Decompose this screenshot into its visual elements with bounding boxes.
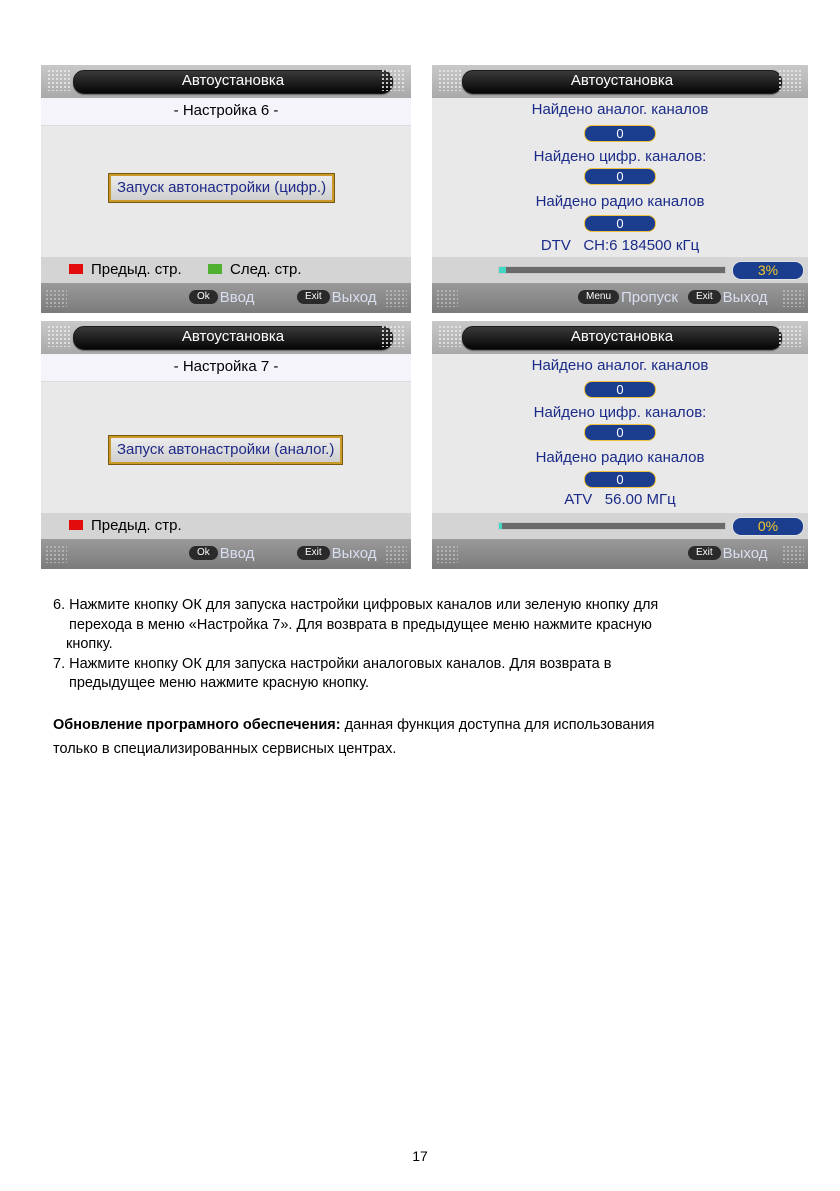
instructions	[53, 596, 773, 694]
exit-key-icon: Exit	[297, 290, 330, 304]
progress-row	[432, 513, 808, 539]
found-radio-label: Найдено радио каналов	[535, 449, 705, 466]
progress-percent: 0%	[732, 517, 804, 536]
grip-left-decoration	[436, 545, 458, 563]
step7-line2: предыдущее меню нажмите красную кнопку.	[69, 675, 370, 691]
atv-scan-screen	[432, 321, 808, 569]
launch-analog-autotune-button[interactable]: Запуск автонастройки (аналог.)	[109, 436, 342, 464]
red-key-icon	[69, 264, 83, 274]
grip-right-decoration	[385, 289, 407, 307]
found-digital-count: 0	[584, 424, 656, 441]
dtv-setup-screen	[41, 65, 411, 313]
exit-key-icon: Exit	[688, 546, 721, 560]
green-key-icon	[208, 264, 222, 274]
exit-label: Выход	[722, 545, 768, 562]
page-number: 17	[412, 1148, 428, 1164]
exit-hint[interactable]	[688, 539, 768, 569]
exit-hint[interactable]	[297, 283, 377, 313]
red-key-icon	[69, 520, 83, 530]
scan-status: ATV 56.00 МГц	[564, 491, 676, 508]
software-update-text2: только в специализированных сервисных центрах.	[53, 741, 397, 757]
screen-title: Автоустановка	[570, 72, 674, 89]
software-update-text1: данная функция доступна для использования	[340, 717, 655, 733]
found-digital-count: 0	[584, 168, 656, 185]
step7-line1: 7. Нажмите кнопку ОК для запуска настройки аналоговых каналов. Для возврата в	[53, 655, 612, 672]
step6-line1: 6. Нажмите кнопку ОК для запуска настройки цифровых каналов или зеленую кнопку для	[53, 597, 659, 613]
progress-row	[432, 257, 808, 283]
ok-key-icon: Ok	[189, 290, 218, 304]
title-bar	[41, 65, 411, 98]
ok-key-icon: Ok	[189, 546, 218, 560]
grip-right-decoration	[381, 325, 405, 347]
grip-right-decoration	[385, 545, 407, 563]
grip-right-decoration	[381, 69, 405, 91]
found-digital-label: Найдено цифр. каналов:	[533, 404, 707, 421]
enter-label: Ввод	[219, 545, 255, 562]
screen-title: Автоустановка	[570, 328, 674, 345]
exit-key-icon: Exit	[688, 290, 721, 304]
found-analog-label: Найдено аналог. каналов	[531, 357, 709, 374]
nav-hint-bar	[41, 283, 411, 313]
grip-left-decoration	[47, 69, 71, 91]
skip-label: Пропуск	[621, 289, 678, 306]
setup-body	[41, 382, 411, 513]
exit-label: Выход	[722, 289, 768, 306]
color-key-bar	[41, 257, 411, 283]
nav-hint-bar	[432, 283, 808, 313]
launch-digital-autotune-button[interactable]: Запуск автонастройки (цифр.)	[109, 174, 334, 202]
menu-key-icon: Menu	[578, 290, 619, 304]
exit-key-icon: Exit	[297, 546, 330, 560]
nav-hint-bar	[41, 539, 411, 569]
software-update-line1	[53, 713, 773, 737]
found-analog-label: Найдено аналог. каналов	[531, 101, 709, 118]
exit-label: Выход	[331, 289, 377, 306]
next-page-label: След. стр.	[230, 261, 302, 278]
setup-step-title: - Настройка 6 -	[41, 98, 411, 126]
grip-left-decoration	[45, 289, 67, 307]
grip-left-decoration	[438, 69, 462, 91]
software-update-note	[53, 713, 773, 761]
grip-left-decoration	[438, 325, 462, 347]
exit-label: Выход	[331, 545, 377, 562]
screen-title: Автоустановка	[181, 72, 285, 89]
title-pill	[73, 326, 393, 350]
atv-setup-screen	[41, 321, 411, 569]
grip-right-decoration	[778, 325, 802, 347]
screen-title: Автоустановка	[181, 328, 285, 345]
progress-bar	[498, 522, 726, 530]
progress-fill	[499, 267, 506, 273]
setup-step-title: - Настройка 7 -	[41, 354, 411, 382]
setup-body	[41, 126, 411, 257]
skip-hint[interactable]	[578, 283, 678, 313]
found-radio-label: Найдено радио каналов	[535, 193, 705, 210]
scan-status: DTV CH:6 184500 кГц	[540, 237, 700, 254]
found-analog-count: 0	[584, 381, 656, 398]
progress-bar	[498, 266, 726, 274]
title-bar	[432, 321, 808, 354]
dtv-scan-screen	[432, 65, 808, 313]
title-bar	[41, 321, 411, 354]
found-analog-count: 0	[584, 125, 656, 142]
next-page-button[interactable]	[208, 257, 302, 283]
found-radio-count: 0	[584, 215, 656, 232]
title-pill	[462, 70, 782, 94]
color-key-bar	[41, 513, 411, 539]
nav-hint-bar	[432, 539, 808, 569]
found-digital-label: Найдено цифр. каналов:	[533, 148, 707, 165]
grip-right-decoration	[778, 69, 802, 91]
prev-page-label: Предыд. стр.	[91, 517, 182, 534]
prev-page-button[interactable]	[69, 513, 182, 539]
progress-percent: 3%	[732, 261, 804, 280]
step6-line2: перехода в меню «Настройка 7». Для возврата в предыдущее меню нажмите красную	[69, 616, 652, 633]
title-pill	[73, 70, 393, 94]
grip-right-decoration	[782, 289, 804, 307]
prev-page-label: Предыд. стр.	[91, 261, 182, 278]
title-pill	[462, 326, 782, 350]
progress-fill	[499, 523, 502, 529]
software-update-heading: Обновление програмного обеспечения:	[53, 717, 341, 733]
enter-hint[interactable]	[189, 283, 254, 313]
grip-left-decoration	[436, 289, 458, 307]
exit-hint[interactable]	[297, 539, 377, 569]
grip-left-decoration	[47, 325, 71, 347]
step6-line3: кнопку.	[66, 636, 113, 652]
prev-page-button[interactable]	[69, 257, 182, 283]
title-bar	[432, 65, 808, 98]
enter-hint[interactable]	[189, 539, 254, 569]
grip-right-decoration	[782, 545, 804, 563]
grip-left-decoration	[45, 545, 67, 563]
exit-hint[interactable]	[688, 283, 768, 313]
found-radio-count: 0	[584, 471, 656, 488]
enter-label: Ввод	[219, 289, 255, 306]
